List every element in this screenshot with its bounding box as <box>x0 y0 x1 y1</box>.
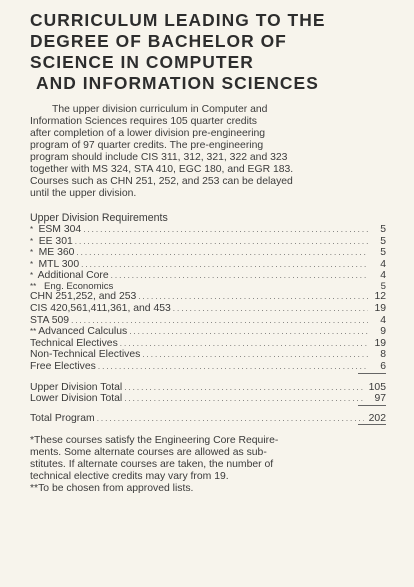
intro-line: The upper division curriculum in Computer and <box>52 104 268 115</box>
requirements-heading: Upper Division Requirements <box>30 212 168 224</box>
footnote-line: stitutes. If alternate courses are taken, the number of <box>30 459 274 471</box>
title-line-1: CURRICULUM LEADING TO THE <box>30 10 326 30</box>
leader-dots <box>124 393 364 405</box>
leader-dots <box>83 224 368 236</box>
leader-dots <box>75 236 368 248</box>
credit-value: 19 <box>374 302 386 314</box>
intro-line: until the upper division. <box>30 188 137 199</box>
requirement-row <box>30 224 386 236</box>
page-title <box>30 10 386 94</box>
requirement-row <box>30 236 386 248</box>
footnote-line: technical elective credits may vary from 19. <box>30 471 229 483</box>
requirement-row <box>30 315 386 327</box>
title-line-2: DEGREE OF BACHELOR OF <box>30 31 287 51</box>
course-name: MTL 300 <box>38 258 80 270</box>
intro-line: after completion of a lower division pre-engineering <box>30 128 266 139</box>
requirement-row <box>30 247 386 259</box>
total-label: Upper Division Total <box>30 381 123 393</box>
footnote-marker: * <box>30 271 34 281</box>
leader-dots <box>97 413 364 425</box>
sum-rule <box>358 424 386 425</box>
credit-value: 5 <box>380 224 386 235</box>
total-value: 105 <box>368 381 386 393</box>
total-value: 97 <box>374 393 386 405</box>
credit-value: 5 <box>380 280 386 292</box>
course-name: Non-Technical Electives <box>30 349 141 361</box>
requirement-row <box>30 361 386 373</box>
course-name: Free Electives <box>30 360 96 372</box>
requirements-list <box>30 224 386 374</box>
credit-value: 6 <box>380 360 386 372</box>
credit-value: 4 <box>380 314 386 326</box>
credit-value: 5 <box>380 247 386 259</box>
intro-line: Courses such as CHN 251, 252, and 253 can be delayed <box>30 176 293 187</box>
credit-value: 4 <box>380 258 386 270</box>
course-name: EE 301 <box>38 235 73 247</box>
footnote-marker: * <box>30 259 34 269</box>
leader-dots <box>142 349 368 361</box>
requirement-row <box>30 349 386 361</box>
footnote-marker: * <box>30 236 34 246</box>
intro-line: program should include CIS 311, 312, 321, 322 and 323 <box>30 152 288 163</box>
curriculum-page <box>30 10 386 495</box>
requirement-row <box>30 291 386 303</box>
credit-value: 19 <box>374 337 386 349</box>
intro-paragraph <box>30 104 386 200</box>
credit-value: 4 <box>380 270 386 282</box>
title-line-3: SCIENCE IN COMPUTER <box>30 52 254 72</box>
course-name: CIS 420,561,411,361, and 453 <box>30 302 171 314</box>
intro-line: program of 97 quarter credits. The pre-engineering <box>30 140 264 151</box>
course-name: Eng. Economics <box>44 280 114 292</box>
course-name: Technical Electives <box>30 337 118 349</box>
course-name: Advanced Calculus <box>38 326 128 338</box>
course-name: STA 509 <box>30 314 70 326</box>
credit-value: 5 <box>380 235 386 247</box>
leader-dots <box>76 247 368 259</box>
title-line-4: AND INFORMATION SCIENCES <box>36 73 319 93</box>
footnote-line: **To be chosen from approved lists. <box>30 483 194 495</box>
credit-value: 8 <box>380 349 386 361</box>
totals-block <box>30 382 386 426</box>
footnote-marker: * <box>30 225 34 234</box>
leader-dots <box>124 382 364 394</box>
intro-line: together with MS 324, STA 410, EGC 180, and EGR 183. <box>30 164 294 175</box>
credit-value: 9 <box>380 326 386 338</box>
credit-value: 12 <box>374 291 386 303</box>
total-program-row <box>30 413 386 425</box>
requirement-row <box>30 326 386 338</box>
leader-dots <box>173 303 368 315</box>
footnote-marker: ** <box>30 281 37 291</box>
leader-dots <box>120 338 368 350</box>
course-name: ESM 304 <box>38 224 82 235</box>
upper-division-total-row <box>30 382 386 394</box>
footnote-marker: ** <box>30 327 37 337</box>
lower-division-total-row <box>30 393 386 405</box>
leader-dots <box>138 291 368 303</box>
total-value: 202 <box>368 412 386 424</box>
total-label: Lower Division Total <box>30 393 123 405</box>
leader-dots <box>71 315 368 327</box>
intro-line: Information Sciences requires 105 quarter credits <box>30 116 257 127</box>
footnote-marker: * <box>30 248 34 258</box>
course-name: Additional Core <box>37 270 109 282</box>
footnote-line: *These courses satisfy the Engineering Core Require- <box>30 435 279 447</box>
requirement-row <box>30 338 386 350</box>
course-name: ME 360 <box>38 247 75 259</box>
leader-dots <box>81 259 368 271</box>
total-label: Total Program <box>30 412 95 424</box>
requirement-row <box>30 303 386 315</box>
leader-dots <box>98 361 368 373</box>
requirement-row <box>30 282 386 291</box>
course-name: CHN 251,252, and 253 <box>30 291 137 303</box>
leader-dots <box>111 270 368 282</box>
requirement-row <box>30 259 386 271</box>
leader-dots <box>129 326 368 338</box>
footnote-line: ments. Some alternate courses are allowed as sub- <box>30 447 267 459</box>
footnotes <box>30 435 386 495</box>
